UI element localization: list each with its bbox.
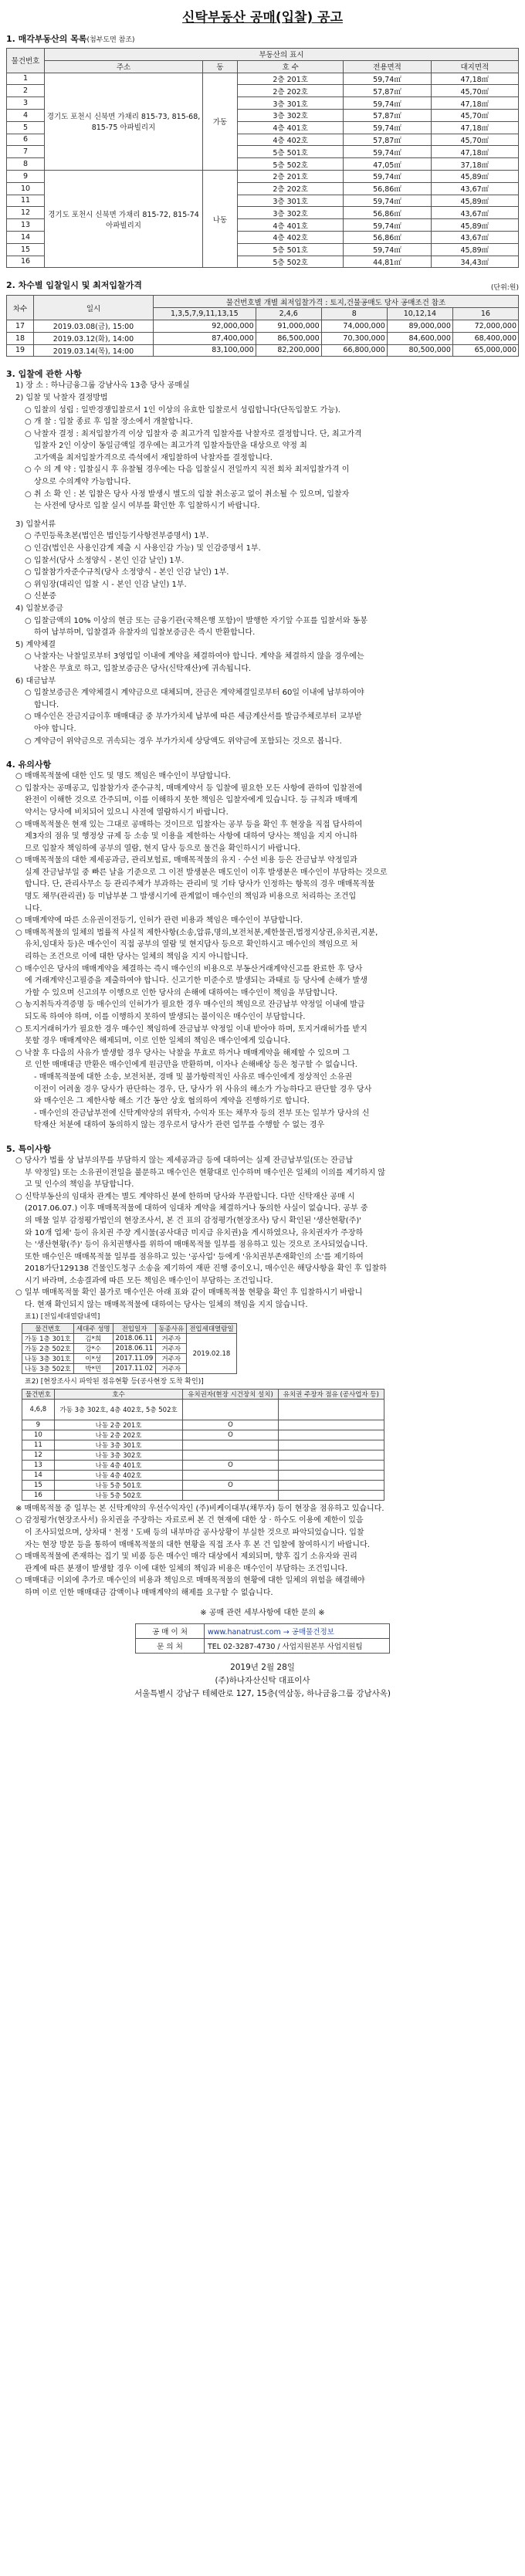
occupancy-table xyxy=(22,1389,384,1501)
bid-min-price: 74,000,000 xyxy=(321,320,387,332)
text-line: ○ 매매계약에 따른 소유권이전등기, 인허가 관련 비용과 책임은 매수인이 부담합니다. xyxy=(15,916,303,926)
property-dong-a: 가동 xyxy=(203,73,238,170)
resident-cell: 김*희 xyxy=(73,1334,113,1344)
occupancy-cell: 9 xyxy=(22,1420,55,1430)
occupancy-cell xyxy=(278,1430,384,1440)
property-area-ex: 59,74㎡ xyxy=(344,97,431,110)
property-area-ex: 56,86㎡ xyxy=(344,207,431,219)
bid-min-price: 91,000,000 xyxy=(256,320,321,332)
property-ho: 3층 301호 xyxy=(238,195,344,207)
resident-cell: 거주자 xyxy=(156,1354,187,1364)
occupancy-cell: O xyxy=(183,1460,278,1470)
occupancy-cell: 나동 4층 401호 xyxy=(54,1460,183,1470)
resident-cell: 2018.06.11 xyxy=(113,1334,156,1344)
property-no: 2 xyxy=(7,85,45,97)
text-line: 시기 바라며, 소송결과에 따른 모든 책임은 매수인이 부담하는 조건입니다. xyxy=(25,1276,273,1285)
property-ho: 5층 502호 xyxy=(238,256,344,268)
occupancy-cell: 15 xyxy=(22,1480,55,1490)
text-line: - 매수인의 잔금납부전에 신탁계약상의 위탁자, 수익자 또는 채무자 등의 전부 또는 일부가 당사의 신 xyxy=(34,1109,370,1118)
bid-min-price: 83,100,000 xyxy=(154,344,256,357)
section-1-heading xyxy=(6,32,519,45)
text-line: 입찰자 2인 이상이 동일금액일 경우에는 최고가격 입찰자들만을 대상으로 약정 최 xyxy=(34,442,307,451)
property-area-ex: 47,05㎡ xyxy=(344,158,431,171)
property-ho: 4층 402호 xyxy=(238,134,344,146)
property-area-land: 45,89㎡ xyxy=(431,170,518,182)
property-area-land: 47,18㎡ xyxy=(431,73,518,85)
property-no: 15 xyxy=(7,243,45,256)
resident-col: 전입세대열람일 xyxy=(187,1324,236,1334)
section-4-body xyxy=(6,770,519,1132)
occupancy-mark xyxy=(183,1399,278,1420)
text-line: 는 '생산현황(주)' 등이 유치권행사를 위하여 매매목적물 일부를 점유하고 있는 것으로 조사되었습니다. xyxy=(25,1241,368,1250)
property-no: 8 xyxy=(7,158,45,171)
bid-round-row xyxy=(7,332,519,344)
occupancy-cell: 16 xyxy=(22,1490,55,1500)
occupancy-cell xyxy=(278,1490,384,1500)
text-line: 6) 대금납부 xyxy=(15,676,56,685)
occupancy-row xyxy=(22,1440,384,1450)
occupancy-cell xyxy=(278,1460,384,1470)
price-group-header: 8 xyxy=(321,308,387,320)
occupancy-mark xyxy=(278,1399,384,1420)
text-line: 또한 매수인은 매매목적물 일부를 점유하고 있는 '공사업' 등에게 '유치권부존재확인의 소'를 제기하여 xyxy=(25,1252,364,1261)
resident-cell: 2017.11.02 xyxy=(113,1364,156,1374)
text-line: 와 10개 업체' 등이 유치권 주장 게시물(공사대금 미지급 유치권)을 게시하였으나, 유치권자가 주장하 xyxy=(25,1228,364,1237)
price-group-header: 10,12,14 xyxy=(387,308,452,320)
resident-cell: 거주자 xyxy=(156,1334,187,1344)
resident-cell: 나동 3층 301호 xyxy=(22,1354,74,1364)
resident-cell: 2018.06.11 xyxy=(113,1344,156,1354)
bid-min-price: 82,200,000 xyxy=(256,344,321,357)
bid-date: 2019.03.08(금), 15:00 xyxy=(34,320,154,332)
contact-banner: ※ 공매 관련 세부사항에 대한 문의 ※ xyxy=(200,1608,325,1617)
resident-cell: 나동 3층 502호 xyxy=(22,1364,74,1374)
col-group: 부동산의 표시 xyxy=(45,49,519,61)
property-ho: 2층 201호 xyxy=(238,170,344,182)
property-ho: 4층 402호 xyxy=(238,231,344,243)
section-1-note: (첨부도면 참조) xyxy=(86,36,135,44)
property-area-land: 45,89㎡ xyxy=(431,219,518,232)
text-line: 못할 경우 매매계약은 해제되며, 이로 인한 일체의 책임은 매수인에게 있습니다. xyxy=(25,1037,291,1046)
resident-view-date: 2019.02.18 xyxy=(187,1334,236,1374)
text-line: ○ 매수인은 당사의 매매계약을 체결하는 즉시 매수인의 비용으로 부동산거래계약신고를 완료한 후 당사 xyxy=(15,964,363,973)
text-line: 3) 입찰서류 xyxy=(15,520,56,529)
property-ho: 2층 202호 xyxy=(238,182,344,195)
bid-schedule-table xyxy=(6,295,519,357)
text-line: - 매매목적물에 대한 소송, 보전처분, 경매 및 불가항력적인 사유로 매수인에게 정상적인 소유권 xyxy=(34,1072,353,1082)
text-line xyxy=(6,513,519,519)
resident-cell: 가동 1층 301호 xyxy=(22,1334,74,1344)
section-2-heading: 2. 차수별 입찰일시 및 최저입찰가격 xyxy=(6,280,142,291)
occupancy-row xyxy=(22,1430,384,1440)
occupancy-cell xyxy=(278,1450,384,1460)
text-line: 다. 현재 확인되지 않는 매매목적물에 대하여는 당사는 일체의 책임을 지지 않습니다. xyxy=(25,1301,308,1310)
footer-address: 서울특별시 강남구 테헤란로 127, 15층(역삼동, 하나금융그룹 강남사옥) xyxy=(134,1688,391,1698)
text-line: ○ 낙찰 후 다음의 사유가 발생할 경우 당사는 낙찰을 무효로 하거나 매매계약을 해제할 수 있으며 그 xyxy=(15,1048,351,1058)
property-area-ex: 56,86㎡ xyxy=(344,182,431,195)
text-line: ○ 입찰자는 공매공고, 입찰참가자 준수규칙, 매매계약서 등 입찰에 필요한 모든 사항에 관하여 입찰전에 xyxy=(15,784,363,793)
text-line: ○ 입찰참가자준수규칙(당사 소정양식 - 본인 인감 날인) 1부. xyxy=(25,568,229,577)
text-line: 5) 계약체결 xyxy=(15,640,56,649)
property-no: 1 xyxy=(7,73,45,85)
contact-website-link[interactable]: www.hanatrust.com → 공매물건정보 xyxy=(205,1623,390,1638)
resident-col: 물건번호 xyxy=(22,1324,74,1334)
property-area-land: 45,89㎡ xyxy=(431,195,518,207)
property-no: 5 xyxy=(7,121,45,134)
property-area-land: 45,70㎡ xyxy=(431,134,518,146)
contact-phone: TEL 02-3287-4730 / 사업지원본부 사업지원팀 xyxy=(205,1638,390,1653)
text-line: ○ 매매목적물에 대한 인도 및 명도 책임은 매수인이 부담합니다. xyxy=(15,772,231,781)
resident-col: 세대주 성명 xyxy=(73,1324,113,1334)
bid-min-price: 70,300,000 xyxy=(321,332,387,344)
property-area-land: 45,70㎡ xyxy=(431,85,518,97)
property-area-ex: 59,74㎡ xyxy=(344,219,431,232)
resident-col: 동종사유 xyxy=(156,1324,187,1334)
occupancy-cell xyxy=(278,1480,384,1490)
text-line: ※ 매매목적물 중 일부는 본 신탁계약의 우선수익자인 (주)비케이대부(채무자) 등이 현장을 점유하고 있습니다. xyxy=(15,1504,384,1513)
contact-label-2: 문 의 처 xyxy=(136,1638,205,1653)
table1-label: 표1) [전입세대열람내역] xyxy=(25,1312,100,1321)
section-3-body xyxy=(6,380,519,747)
section-3-heading: 3. 입찰에 관한 사항 xyxy=(6,369,82,380)
text-line: ○ 매매목적물은 현재 있는 그대로 공매하는 것이므로 입찰자는 공부 등을 확인 후 현장을 직접 답사하여 xyxy=(15,820,363,829)
occupancy-cell: 나동 3층 302호 xyxy=(54,1450,183,1460)
property-area-land: 43,67㎡ xyxy=(431,207,518,219)
occupancy-cell: 10 xyxy=(22,1430,55,1440)
property-ho: 3층 302호 xyxy=(238,207,344,219)
text-line: 4) 입찰보증금 xyxy=(15,604,63,614)
text-line: ○ 매매목적물의 일체의 법률적 사실적 제한사항(소송,압류,명의,보전처분,제한물권,법정지상권,유치권,지분, xyxy=(15,928,378,937)
text-line: ○ 신분증 xyxy=(25,592,56,601)
property-list-table xyxy=(6,48,519,268)
property-area-land: 47,18㎡ xyxy=(431,146,518,158)
property-area-land: 43,67㎡ xyxy=(431,231,518,243)
property-no: 6 xyxy=(7,134,45,146)
resident-cell: 거주자 xyxy=(156,1344,187,1354)
occupancy-cell: O xyxy=(183,1430,278,1440)
resident-cell: 거주자 xyxy=(156,1364,187,1374)
property-no: 9 xyxy=(7,170,45,182)
occupancy-row xyxy=(22,1480,384,1490)
text-line: 므로 입찰자 책임하에 공부의 열람, 현지 답사 등으로 물건을 확인하시기 바랍니다. xyxy=(25,844,300,853)
section-5-body-b xyxy=(6,1503,519,1599)
occupancy-cell: 나동 5층 502호 xyxy=(54,1490,183,1500)
text-line: 탁재산 처분에 대하여 동의하지 않는 경우로서 당사가 관련 업무를 수행할 수 없는 경우 xyxy=(34,1121,325,1130)
property-area-ex: 59,74㎡ xyxy=(344,146,431,158)
property-area-land: 45,89㎡ xyxy=(431,243,518,256)
property-area-land: 37,18㎡ xyxy=(431,158,518,171)
property-no: 12 xyxy=(7,207,45,219)
section-4-heading: 4. 유의사항 xyxy=(6,760,52,770)
text-line: 가할 수 있으며 신고의무 이행으로 인한 당사의 손해에 대하여는 매수인이 책임을 부담합니다. xyxy=(25,988,338,997)
occupancy-row xyxy=(22,1460,384,1470)
section-1-title: 1. 매각부동산의 목록 xyxy=(6,34,87,44)
property-area-ex: 57,87㎡ xyxy=(344,109,431,121)
occupancy-col: 유치권자(현장 시건장치 설치) xyxy=(183,1389,278,1399)
text-line: 되도록 하여야 하며, 이를 이행하지 못하여 발생되는 불이익은 매수인이 부담합니다. xyxy=(25,1013,306,1022)
occupancy-cell xyxy=(183,1450,278,1460)
property-ho: 3층 302호 xyxy=(238,109,344,121)
text-line: ○ 위임장(대리인 입찰 시 - 본인 인감 날인) 1부. xyxy=(25,580,187,589)
text-line: 자는 현장 방문 등을 통하여 매매목적물의 대한 현황을 직접 조사 후 본 건 입찰에 참여하시기 바랍니다. xyxy=(25,1540,370,1549)
text-line: ○ 입찰보증금은 계약체결시 계약금으로 대체되며, 잔금은 계약체결일로부터 60일 이내에 납부하여야 xyxy=(25,689,364,698)
text-line: 리하는 조건으로 이에 대한 당사는 일체의 책임을 지지 아니합니다. xyxy=(25,953,249,962)
col-area-land: 대지면적 xyxy=(431,60,518,73)
text-line: 상으로 수의계약 가능합니다. xyxy=(34,478,131,487)
property-address-b: 경기도 포천시 신북면 가채리 815-72, 815-74 아파빌리지 xyxy=(45,170,203,267)
bid-round: 17 xyxy=(7,320,34,332)
property-area-ex: 59,74㎡ xyxy=(344,73,431,85)
resident-table xyxy=(22,1323,237,1374)
text-line: ○ 토지거래허가가 필요한 경우 매수인 책임하에 잔금납부 약정일 이내 받아야 하며, 토지거래허가를 받지 xyxy=(15,1024,368,1034)
occupancy-cell xyxy=(183,1470,278,1480)
footer-date: 2019년 2월 28일 xyxy=(230,1662,295,1672)
property-area-land: 47,18㎡ xyxy=(431,121,518,134)
unit-note: (단위:원) xyxy=(490,284,519,293)
occupancy-row xyxy=(22,1399,384,1420)
property-ho: 5층 502호 xyxy=(238,158,344,171)
text-line: 에 거래계약신고필증을 제출하여야 합니다. 신고기한 미준수로 발생되는 과태료 등 당사에 손해가 발생 xyxy=(25,977,368,986)
text-line: 고 및 인수의 책임을 부담합니다. xyxy=(25,1180,134,1190)
bid-round: 18 xyxy=(7,332,34,344)
bid-round: 19 xyxy=(7,344,34,357)
text-line: ○ 낙찰자는 낙찰일로부터 3영업일 이내에 계약을 체결하여야 합니다. 계약을 체결하지 않을 경우에는 xyxy=(25,652,364,662)
text-line: 관계에 따른 분쟁이 발생할 경우 이에 대한 일체의 책임과 비용은 매수인이 부담하는 조건입니다. xyxy=(25,1564,348,1573)
property-area-ex: 59,74㎡ xyxy=(344,195,431,207)
resident-row xyxy=(22,1334,237,1344)
occupancy-cell xyxy=(278,1470,384,1480)
occupancy-row xyxy=(22,1450,384,1460)
bid-round-row xyxy=(7,320,519,332)
occupancy-cell: O xyxy=(183,1480,278,1490)
property-ho: 2층 202호 xyxy=(238,85,344,97)
property-dong-b: 나동 xyxy=(203,170,238,267)
price-group-header: 16 xyxy=(452,308,518,320)
col-price-group: 물건번호별 개별 최저입찰가격 : 토지,건물공매도 당사 공매조건 참조 xyxy=(154,296,519,308)
text-line: 제3자의 점유 및 행정상 규제 등 소송 및 이용을 제한하는 사항에 대하여 당사는 책임을 지지 아니하 xyxy=(25,832,357,841)
property-area-land: 47,18㎡ xyxy=(431,97,518,110)
col-date: 일시 xyxy=(34,296,154,320)
property-area-ex: 57,87㎡ xyxy=(344,134,431,146)
property-area-land: 43,67㎡ xyxy=(431,182,518,195)
footer-company: (주)하나자산신탁 대표이사 xyxy=(215,1675,310,1685)
property-area-ex: 59,74㎡ xyxy=(344,170,431,182)
occupancy-cell: 13 xyxy=(22,1460,55,1470)
occupancy-cell: 나동 5층 501호 xyxy=(54,1480,183,1490)
text-line: 2) 입찰 및 낙찰자 결정방법 xyxy=(15,393,108,402)
text-line: ○ 입찰서(당사 소정양식 - 본인 인감 날인) 1부. xyxy=(25,556,185,565)
text-line: 합니다. xyxy=(34,700,59,709)
occupancy-row xyxy=(22,1490,384,1500)
text-line: 와 매수인은 그 제한사항 해소 기간 동안 상호 협의하여 계약을 진행하기로 합니다. xyxy=(34,1097,310,1106)
occupancy-ho: 가동 3층 302호, 4층 402호, 5층 502호 xyxy=(54,1399,183,1420)
text-line: ○ 인감(법인은 사용인감계 제출 시 사용인감 가능) 및 인감증명서 1부. xyxy=(25,544,261,553)
resident-cell: 이*성 xyxy=(73,1354,113,1364)
col-dong: 동 xyxy=(203,60,238,73)
property-area-ex: 56,86㎡ xyxy=(344,231,431,243)
resident-col: 전입일자 xyxy=(113,1324,156,1334)
property-ho: 2층 201호 xyxy=(238,73,344,85)
occupancy-no: 4,6,8 xyxy=(22,1399,55,1420)
text-line: ○ 매매목적물에 존재하는 집기 및 비품 등은 매수인 매각 대상에서 제외되며, 향후 집기 소유자와 권리 xyxy=(15,1552,357,1562)
text-line: (2017.06.07.) 이후 매매목적물에 대하여 임대차 계약을 체결하거나 동의한 사실이 없습니다. 공부 중 xyxy=(25,1204,368,1214)
occupancy-col: 호수 xyxy=(54,1389,183,1399)
section-5-body-a xyxy=(6,1155,519,1312)
property-area-land: 45,70㎡ xyxy=(431,109,518,121)
bid-min-price: 89,000,000 xyxy=(387,320,452,332)
text-line: 이 조사되었으며, 상차대 ' 천정 ' 도배 등의 내부마감 공사상황이 부실한 것으로 파악되었습니다. 입찰 xyxy=(25,1528,364,1538)
occupancy-cell xyxy=(183,1490,278,1500)
text-line: 완전이 이해한 것으로 간주되며, 이를 이해하지 못한 책임은 입찰자에게 있습니다. 등 규칙과 매매계 xyxy=(25,796,357,805)
text-line: 부 약정일) 또는 소유권이전일을 불문하고 매수인은 현황대로 인수하며 매수인은 일체의 이의를 제기하지 않 xyxy=(25,1168,386,1177)
occupancy-cell: 나동 2층 202호 xyxy=(54,1430,183,1440)
text-line: ○ 수 의 계 약 : 입찰실시 후 유찰될 경우에는 다음 입찰실시 전일까지 직전 회차 최저입찰가격 이 xyxy=(25,465,350,475)
occupancy-cell xyxy=(278,1420,384,1430)
property-ho: 5층 501호 xyxy=(238,146,344,158)
occupancy-cell: 12 xyxy=(22,1450,55,1460)
text-line: 2018가단129138 건물인도청구 소송을 제기하여 재판 진행 중이오니, 매수인은 해당사항을 확인 후 입찰하 xyxy=(25,1264,387,1274)
occupancy-cell: 나동 2층 201호 xyxy=(54,1420,183,1430)
property-ho: 5층 501호 xyxy=(238,243,344,256)
property-no: 14 xyxy=(7,231,45,243)
text-line: 유치,임대차 등)은 매수인이 직접 공부의 열람 및 현지답사 등으로 확인하시고 매수인의 책임으로 처 xyxy=(25,940,358,949)
text-line: 실제 잔금납부일 중 빠른 날을 기준으로 그 이전 발생분은 매도인이 이후 발생분은 매수인이 부담하는 것으로 xyxy=(25,868,388,877)
text-line: ○ 낙찰자 결정 : 최저입찰가격 이상 입찰자 중 최고가격 입찰자를 낙찰자로 결정합니다. 단, 최고가격 xyxy=(25,429,362,438)
contact-label-1: 공 매 이 처 xyxy=(136,1623,205,1638)
resident-cell: 가동 2층 502호 xyxy=(22,1344,74,1354)
property-address-a: 경기도 포천시 신북면 가채리 815-73, 815-68, 815-75 아파빌리지 xyxy=(45,73,203,170)
text-line: ○ 입찰금액의 10% 이상의 현금 또는 금융기관(국책은행 포함)이 발행한 자기앞 수표를 입찰서와 동봉 xyxy=(25,616,368,625)
text-line: 1) 장 소 : 하나금융그룹 강남사옥 13층 당사 공매실 xyxy=(15,381,190,391)
table2-label: 표2) [현장조사시 파악된 점유현황 등(공사현장 도착 확인)] xyxy=(25,1378,204,1386)
property-ho: 4층 401호 xyxy=(238,219,344,232)
occupancy-row xyxy=(22,1470,384,1480)
col-round: 차수 xyxy=(7,296,34,320)
bid-min-price: 72,000,000 xyxy=(452,320,518,332)
text-line: 합니다. 단, 관리사무소 등 관리주체가 부과하는 관리비 및 기타 당사가 인정하는 항목의 경우 매매목적물 xyxy=(25,880,375,889)
property-no: 7 xyxy=(7,146,45,158)
bid-round-row xyxy=(7,344,519,357)
bid-date: 2019.03.14(목), 14:00 xyxy=(34,344,154,357)
resident-cell: 강*수 xyxy=(73,1344,113,1354)
text-line: 명도 채무(관리권) 등 미납부분 그 발생시기에 관계없이 매수인의 책임과 비용으로 처리하는 조건입 xyxy=(25,892,357,902)
footer xyxy=(6,1661,519,1701)
text-line: 로 인한 매매대금 반환은 매수인에게 원금만을 반환하며, 이자나 손해배상 등은 청구할 수 없습니다. xyxy=(25,1061,357,1070)
bid-min-price: 92,000,000 xyxy=(154,320,256,332)
col-addr: 주소 xyxy=(45,60,203,73)
text-line: ○ 개 찰 : 입찰 종료 후 입찰 장소에서 개찰합니다. xyxy=(25,418,193,427)
occupancy-cell: 나동 3층 301호 xyxy=(54,1440,183,1450)
property-row xyxy=(7,73,519,85)
page-title: 신탁부동산 공매(입찰) 공고 xyxy=(181,10,344,25)
text-line: 하여 납부하며, 입찰결과 유찰자의 입찰보증금은 즉시 반환합니다. xyxy=(34,628,256,638)
price-group-header: 1,3,5,7,9,11,13,15 xyxy=(154,308,256,320)
text-line: ○ 농지취득자격증명 등 매수인의 인허가가 필요한 경우 매수인의 책임으로 잔금납부 약정일 이내에 발급 xyxy=(15,1000,365,1010)
text-line: ○ 입찰의 성립 : 일반경쟁입찰로서 1인 이상의 유효한 입찰로서 성립합니다(단독입찰도 가능). xyxy=(25,405,340,415)
property-area-ex: 57,87㎡ xyxy=(344,85,431,97)
price-group-header: 2,4,6 xyxy=(256,308,321,320)
text-line: ○ 매매대금 이외에 추가로 매수인의 비용과 책임으로 매매목적물의 현황에 대한 일체의 위험을 해결해야 xyxy=(15,1576,365,1586)
occupancy-row xyxy=(22,1420,384,1430)
occupancy-cell: 나동 4층 402호 xyxy=(54,1470,183,1480)
text-line: ○ 매수인은 잔금지급이후 매매대금 중 부가가치세 납부에 따른 세금계산서를 발급주체로부터 교부받 xyxy=(25,713,362,722)
section-5-heading: 5. 특이사항 xyxy=(6,1143,52,1154)
text-line: ○ 매매목적물의 대한 제세공과금, 관리보험료, 매매목적물의 유지 · 수선 비용 등은 잔금납부 약정일과 xyxy=(15,856,357,865)
property-no: 4 xyxy=(7,109,45,121)
property-no: 13 xyxy=(7,219,45,232)
property-area-land: 34,43㎡ xyxy=(431,256,518,268)
property-ho: 4층 401호 xyxy=(238,121,344,134)
property-no: 10 xyxy=(7,182,45,195)
property-area-ex: 44,81㎡ xyxy=(344,256,431,268)
text-line: ○ 신탁부동산의 임대차 관계는 별도 계약하신 분에 한하며 당사와 무관합니다. 다만 신탁재산 공매 시 xyxy=(15,1192,355,1201)
property-area-ex: 59,74㎡ xyxy=(344,243,431,256)
text-line: 아야 합니다. xyxy=(34,724,76,733)
contact-table xyxy=(135,1623,390,1654)
text-line: 니다. xyxy=(25,904,42,913)
bid-min-price: 84,600,000 xyxy=(387,332,452,344)
col-ho: 호 수 xyxy=(238,60,344,73)
text-line: 낙찰은 무효로 하고, 입찰보증금은 당사(신탁재산)에 귀속됩니다. xyxy=(34,664,252,673)
bid-min-price: 65,000,000 xyxy=(452,344,518,357)
resident-cell: 박*민 xyxy=(73,1364,113,1374)
occupancy-cell: 14 xyxy=(22,1470,55,1480)
occupancy-cell xyxy=(183,1440,278,1450)
bid-min-price: 87,400,000 xyxy=(154,332,256,344)
bid-min-price: 68,400,000 xyxy=(452,332,518,344)
text-line: 하며 이로 인한 매매대금 감액이나 매매계약의 해제를 요구할 수 없습니다. xyxy=(25,1589,273,1598)
text-line: ○ 일부 매매목적물 확인 불가로 매수인은 아래 표와 같이 매매목적물 현황을 확인 후 입찰하시기 바랍니 xyxy=(15,1288,363,1298)
occupancy-cell: O xyxy=(183,1420,278,1430)
resident-cell: 2017.11.09 xyxy=(113,1354,156,1364)
property-no: 3 xyxy=(7,97,45,110)
text-line: ○ 감정평가(현장조사서) 유치권을 주장하는 자료로써 본 건 현재에 대한 상 · 하수도 이용에 제한이 있음 xyxy=(15,1516,364,1525)
property-no: 11 xyxy=(7,195,45,207)
property-ho: 3층 301호 xyxy=(238,97,344,110)
text-line: 약서는 당사에 비치되어 있으니 사전에 열람하시기 바랍니다. xyxy=(25,807,229,817)
text-line: 의 매물 일부 감정평가법인의 현장조사서, 본 건 표의 감정평가(현장조사) 당시 확인된 '생산현황(주)' xyxy=(25,1216,361,1225)
text-line: ○ 취 소 확 인 : 본 입찰은 당사 사정 발생시 별도의 입찰 취소공고 없이 취소될 수 있으며, 입찰자 xyxy=(25,489,350,499)
property-area-ex: 59,74㎡ xyxy=(344,121,431,134)
occupancy-cell: 11 xyxy=(22,1440,55,1450)
text-line: 이전이 어려울 경우 당사가 판단하는 경우, 단, 당사가 위 사유의 해소가 가능하다고 판단할 경우 당사 xyxy=(34,1085,372,1094)
property-row xyxy=(7,170,519,182)
bid-min-price: 66,800,000 xyxy=(321,344,387,357)
occupancy-cell xyxy=(278,1440,384,1450)
occupancy-col: 유치권 주장자 점유 (공사업자 등) xyxy=(278,1389,384,1399)
bid-date: 2019.03.12(화), 14:00 xyxy=(34,332,154,344)
bid-min-price: 86,500,000 xyxy=(256,332,321,344)
bid-min-price: 80,500,000 xyxy=(387,344,452,357)
text-line: 는 사전에 당사로 입찰 실시 여부를 확인한 후 입찰하시기 바랍니다. xyxy=(34,502,260,511)
text-line: ○ 당사가 법률 상 납부의무를 부담하지 않는 제세공과금 등에 대하여는 실제 잔금납부일(또는 잔금납 xyxy=(15,1156,354,1165)
col-area-ex: 전용면적 xyxy=(344,60,431,73)
text-line: 고가액을 최저입찰가격으로 즉석에서 재입찰하여 낙찰자를 결정합니다. xyxy=(34,453,273,462)
col-no: 물건번호 xyxy=(7,49,45,73)
property-no: 16 xyxy=(7,256,45,268)
text-line: ○ 계약금이 위약금으로 귀속되는 경우 부가가치세 상당액도 위약금에 포함되는 것으로 봅니다. xyxy=(25,736,342,746)
occupancy-col: 물건번호 xyxy=(22,1389,55,1399)
text-line: ○ 주민등록초본(법인은 법인등기사항전부증명서) 1부. xyxy=(25,532,209,541)
